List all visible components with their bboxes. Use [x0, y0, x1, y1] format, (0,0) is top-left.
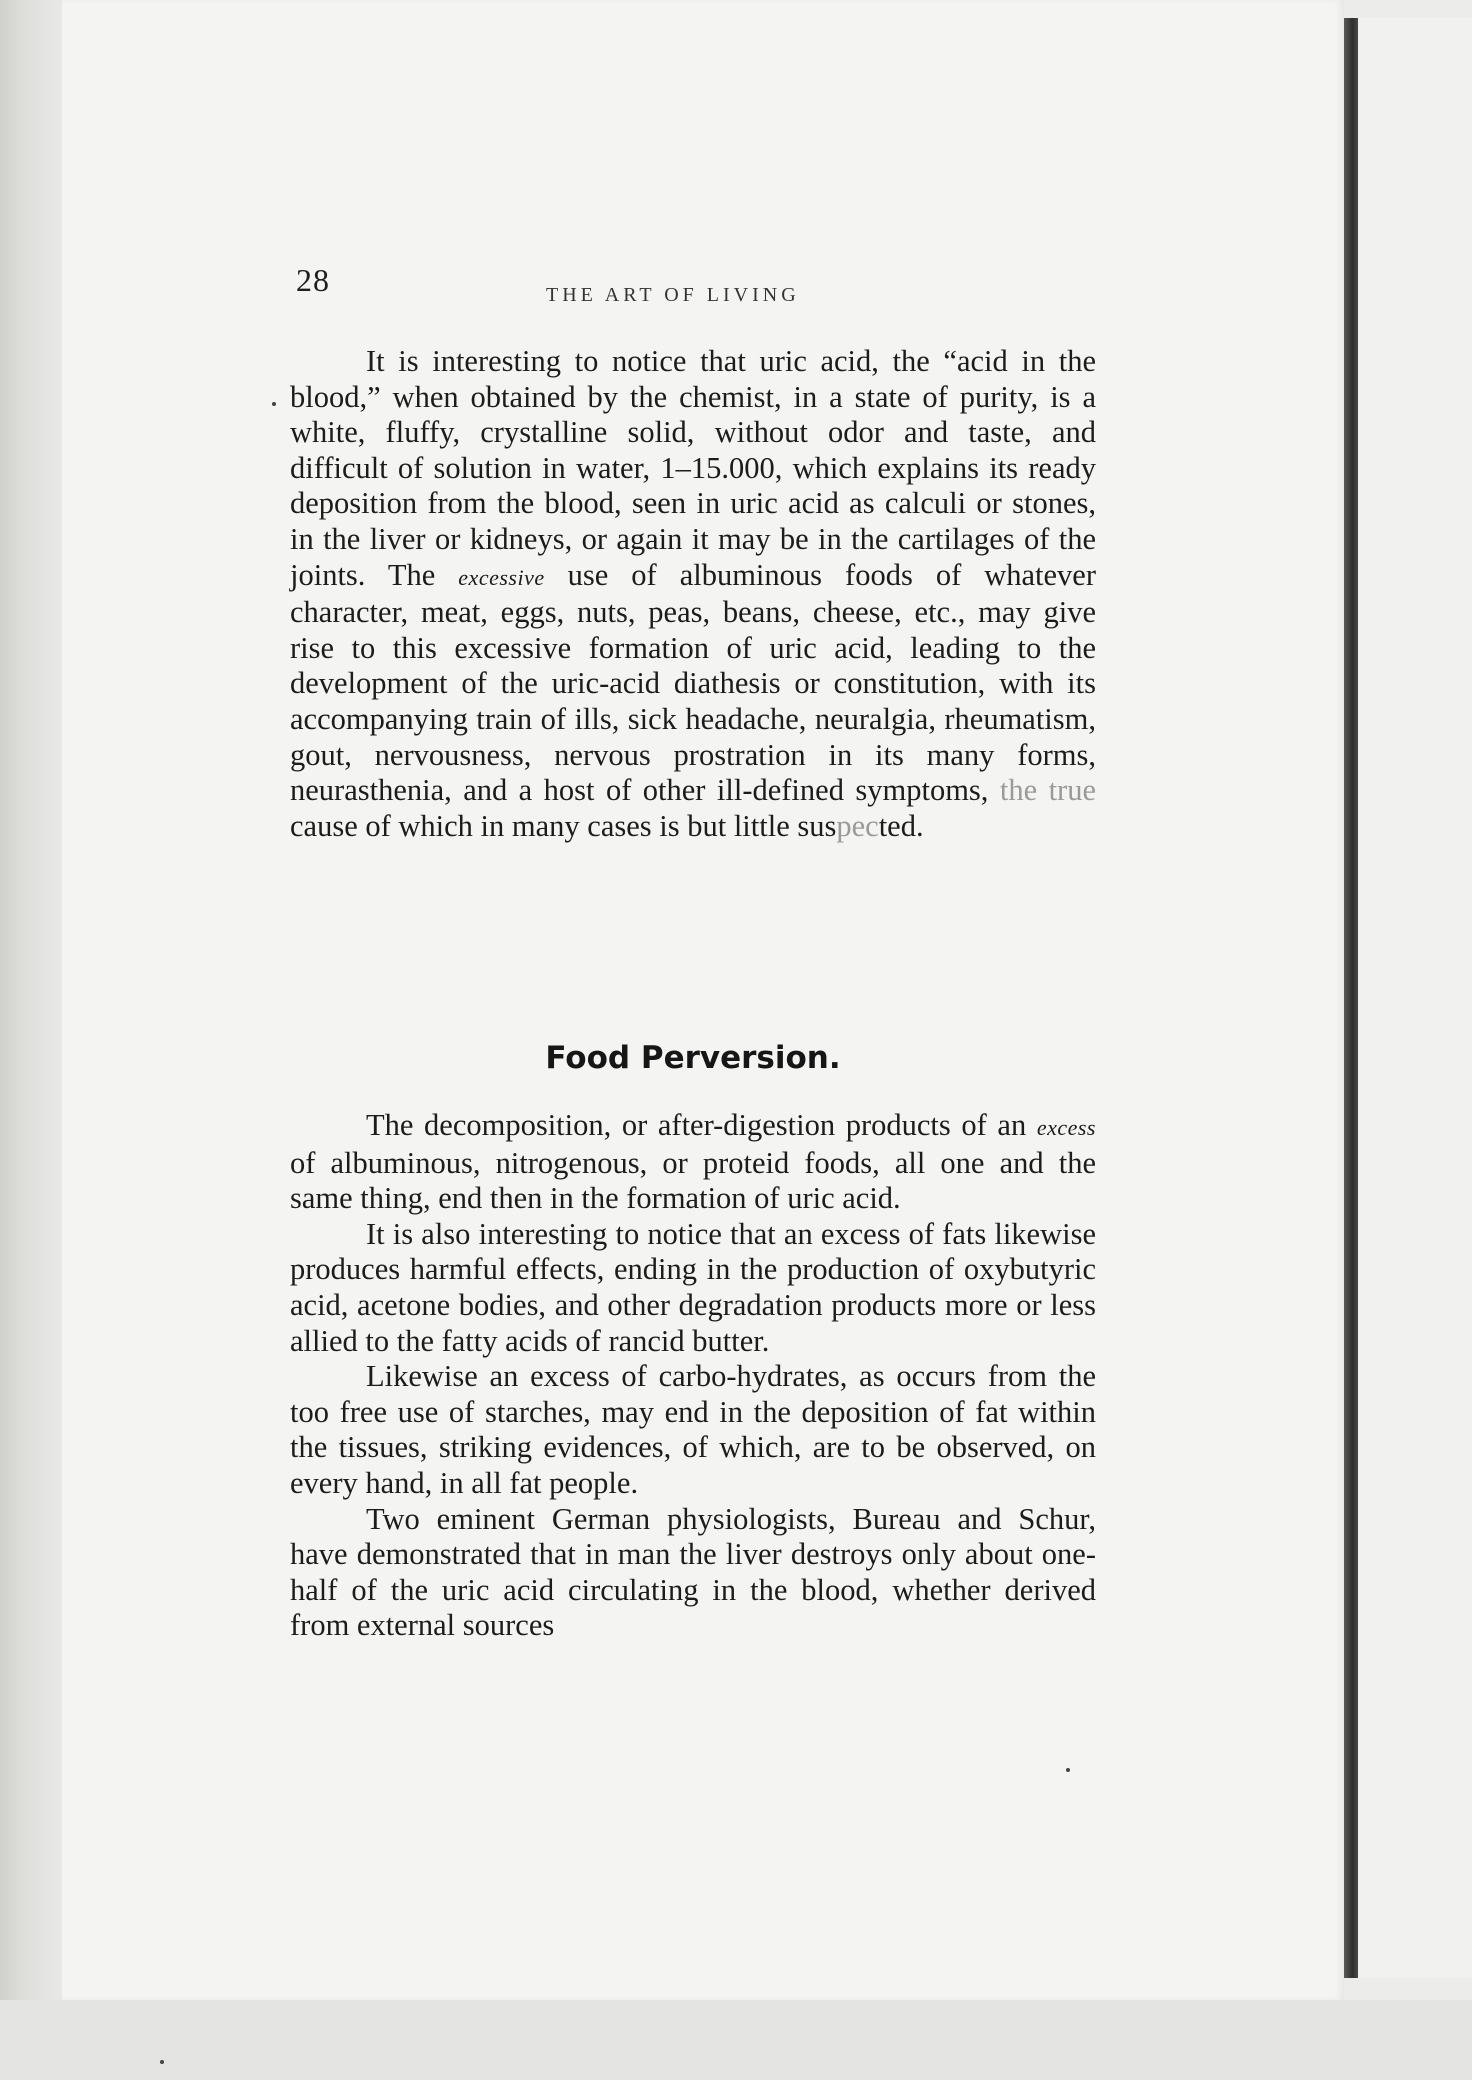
- print-speck: [272, 402, 276, 406]
- scanner-bed-strip: [0, 2000, 1472, 2080]
- paragraph-carbohydrates: Likewise an excess of carbo-hydrates, as occurs from the too free use of starches, may end in the deposition of fat within the tissues, striking evidences, of which, are to be observed, on every hand, in all fat people.: [290, 1359, 1096, 1500]
- page-header: [296, 262, 1100, 312]
- section-heading: Food Perversion.: [545, 1040, 841, 1076]
- faded-print: pec: [836, 808, 879, 843]
- print-speck: [160, 2060, 164, 2064]
- left-binding-shadow: [0, 0, 70, 2080]
- body-text-top: [290, 344, 1096, 844]
- paragraph-fats: It is also interesting to notice that an excess of fats likewise produces harmful effects, ending in the production of oxybutyric acid, acetone bodies, and other degradation products more or less allied to the fatty acids of rancid butter.: [290, 1216, 1096, 1358]
- paragraph-uric-acid: It is interesting to notice that uric acid, the “acid in the blood,” when obtained by the chemist, in a state of purity, is a white, fluffy, crystalline solid, without odor and taste, and difficult of solution in water, 1–15.000, which explains its ready deposition from the blood, seen in uric acid as calculi or stones, in the liver or kidneys, or again it may be in the cartilages of the joints. The excessive use of albuminous foods of whatever character, meat, eggs, nuts, peas, beans, cheese, etc., may give rise to this excessive formation of uric acid, leading to the development of the uric-acid diathesis or constitution, with its accompanying train of ills, sick headache, neuralgia, rheumatism, gout, nervousness, nervous prostration in its many forms, neurasthenia, and a host of other ill-defined symptoms, the true cause of which in many cases is but little suspected.: [290, 344, 1096, 843]
- paragraph-decomposition: The decomposition, or after-digestion products of an excess of albuminous, nitrogenous, or proteid foods, all one and the same thing, end then in the formation of uric acid.: [290, 1108, 1096, 1216]
- running-title: THE ART OF LIVING: [546, 284, 800, 306]
- paragraph-physiologists: Two eminent German physiologists, Bureau and Schur, have demonstrated that in man the liver destroys only about one-half of the uric acid circulating in the blood, whether derived from external sources: [290, 1501, 1096, 1643]
- body-text-bottom: [290, 1108, 1096, 1644]
- emphasis-excess: excess: [1036, 1115, 1096, 1140]
- emphasis-excessive: excessive: [458, 564, 545, 590]
- page-number: 28: [296, 262, 330, 298]
- faded-print: the true: [999, 773, 1096, 808]
- print-speck: [1066, 1768, 1070, 1772]
- page-spine-edge: [1344, 18, 1358, 1978]
- facing-page-edge: [1358, 18, 1472, 1978]
